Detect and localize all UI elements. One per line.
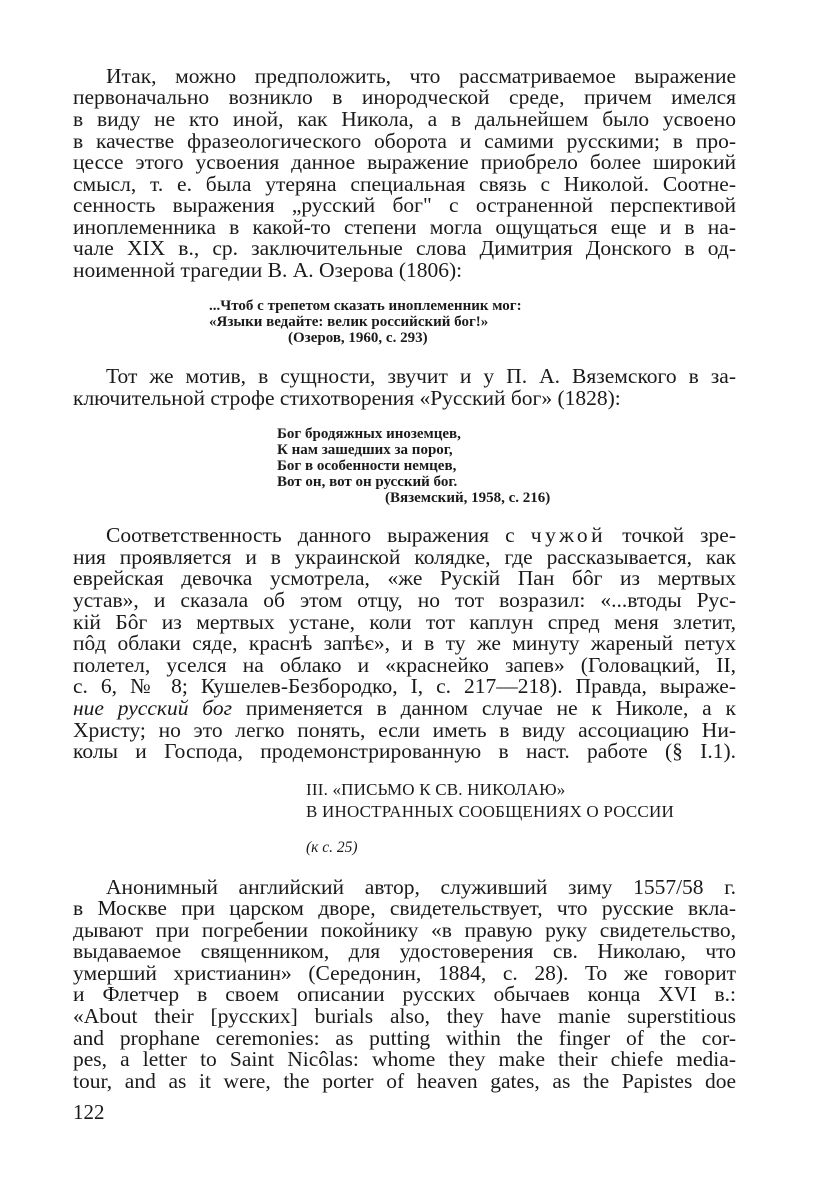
- paragraph-2-line: Тот же мотив, в сущности, звучит и у П. А. Вяземского в за-: [106, 364, 736, 388]
- paragraph-1-line: Итак, можно предположить, что рассматриваемое выражение: [106, 64, 736, 88]
- paragraph-4-line: and prophane ceremonies: as putting within the finger of the cor-: [73, 1026, 736, 1050]
- paragraph-4-line: умерший христианин» (Середонин, 1884, с. 28). То же говорит: [73, 961, 736, 985]
- text-run: применяется в данном случае не к Николе, а к: [231, 696, 736, 720]
- paragraph-1-line: в виду не кто иной, как Никола, а в дальнейшем было усвоено: [73, 107, 736, 131]
- quote-vyazemsky-line: Вот он, вот он русский бог.: [277, 474, 458, 490]
- paragraph-1-line: иноплеменника в какой-то степени могла ощущаться еще и в на-: [73, 215, 736, 239]
- quote-vyazemsky-line: Бог в особенности немцев,: [277, 458, 457, 474]
- paragraph-2-line: ключительной строфе стихотворения «Русский бог» (1828):: [73, 386, 621, 410]
- paragraph-1-line: в качестве фразеологического оборота и самими русскими; в про-: [73, 129, 736, 153]
- paragraph-4-line: Анонимный английский автор, служивший зиму 1557/58 г.: [106, 875, 736, 899]
- paragraph-4-line: tour, and as it were, the porter of heaven gates, as the Papistes doe: [73, 1069, 736, 1093]
- paragraph-3-line: пôд облаки сяде, краснѣ запѣє», и в ту же минуту жареный петух: [73, 631, 736, 655]
- spaced-emphasis: чужой: [530, 523, 607, 547]
- paragraph-3-line: полетел, уселся на облако и «краснейко запев» (Головацкий, II,: [73, 653, 736, 677]
- section-page-reference: (к с. 25): [306, 839, 358, 856]
- paragraph-1-line: первоначально возникло в инородческой среде, причем имелся: [73, 85, 736, 109]
- quote-vyazemsky-line: Бог бродяжных иноземцев,: [277, 426, 461, 442]
- paragraph-4-line: выдаваемое священником, для удостоверения св. Николаю, что: [73, 939, 736, 963]
- page-number: 122: [73, 1100, 105, 1124]
- paragraph-4-line: pes, a letter to Saint Nicôlas: whome they make their chiefe media-: [73, 1047, 736, 1071]
- text-run: точкой зре-: [606, 523, 736, 547]
- paragraph-3-line: [73, 525, 736, 547]
- paragraph-3-line: [73, 698, 736, 720]
- paragraph-1-line: сенность выражения „русский бог" с остраненной перспективой: [73, 193, 736, 217]
- paragraph-3-line: колы и Господа, продемонстрированную в наст. работе (§ I.1).: [73, 739, 736, 763]
- paragraph-4-line: «About their [русских] burials also, they have manie superstitious: [73, 1004, 736, 1028]
- quote-ozerov-line: ...Чтоб с трепетом сказать иноплеменник мог:: [209, 298, 522, 314]
- text-run: Соответственность данного выражения с: [106, 523, 531, 547]
- paragraph-1-line: чале XIX в., ср. заключительные слова Димитрия Донского в од-: [73, 236, 736, 260]
- paragraph-4-line: в Москве при царском дворе, свидетельствует, что русские вкла-: [73, 896, 736, 920]
- paragraph-3-line: кій Бôг из мертвых устане, коли тот каплун спред меня злетит,: [73, 610, 736, 634]
- paragraph-1-line: ноименной трагедии В. А. Озерова (1806):: [73, 258, 463, 282]
- section-heading-line-2: В ИНОСТРАННЫХ СООБЩЕНИЯХ О РОССИИ: [306, 802, 674, 821]
- section-heading-line-1: III. «ПИСЬМО К СВ. НИКОЛАЮ»: [306, 780, 566, 799]
- paragraph-3-line: Христу; но это легко понять, если иметь в виду ассоциацию Ни-: [73, 718, 736, 742]
- paragraph-3-line: с. 6, № 8; Кушелев-Безбородко, I, с. 217—218). Правда, выраже-: [73, 674, 736, 698]
- paragraph-3-line: устав», и сказала об этом отцу, но тот возразил: «...втоды Рус-: [73, 588, 736, 612]
- paragraph-4-line: дывают при погребении покойнику «в правую руку свидетельство,: [73, 918, 736, 942]
- italic-term: ние русский бог: [73, 696, 232, 720]
- quote-ozerov-line: «Языки ведайте: велик российский бог!»: [209, 314, 489, 330]
- paragraph-1-line: смысл, т. е. была утеряна специальная связь с Николой. Соотне-: [73, 172, 736, 196]
- paragraph-3-line: еврейская девочка усмотрела, «же Рускій Пан бôг из мертвых: [73, 566, 736, 590]
- paragraph-4-line: и Флетчер в своем описании русских обычаев конца XVI в.:: [73, 982, 736, 1006]
- quote-vyazemsky-line: К нам зашедших за порог,: [277, 442, 453, 458]
- paragraph-3-line: ния проявляется и в украинской колядке, где рассказывается, как: [73, 545, 736, 569]
- quote-ozerov-source: (Озеров, 1960, с. 293): [288, 330, 428, 346]
- paragraph-1-line: цессе этого усвоения данное выражение приобрело более широкий: [73, 150, 736, 174]
- quote-vyazemsky-source: (Вяземский, 1958, с. 216): [385, 490, 551, 506]
